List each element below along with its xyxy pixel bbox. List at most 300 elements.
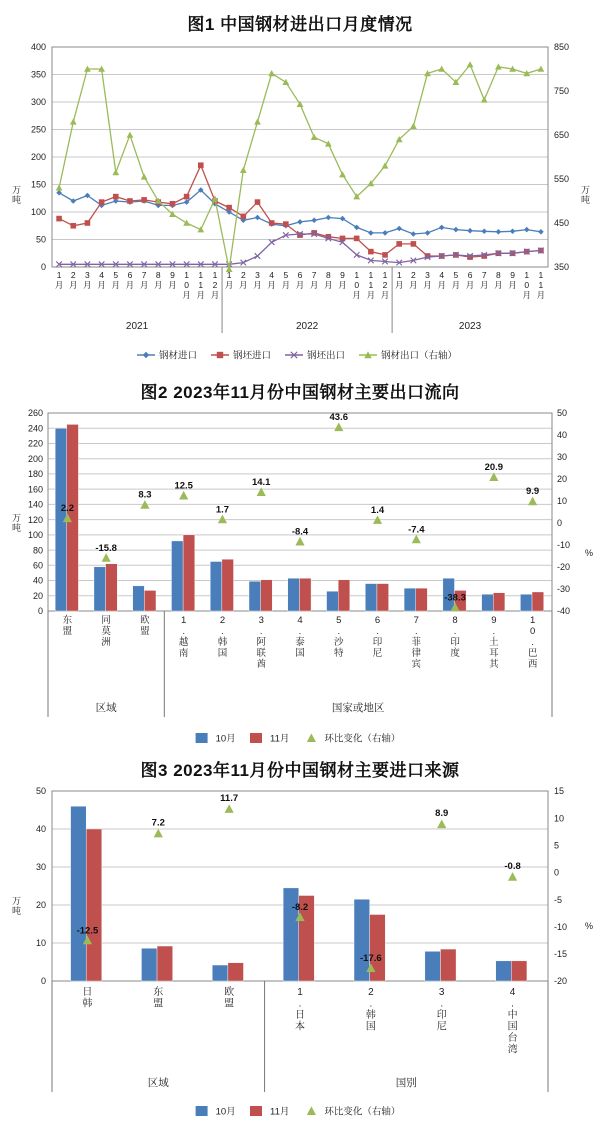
data-marker bbox=[240, 167, 247, 173]
data-marker bbox=[382, 162, 389, 168]
change-label: -0.8 bbox=[504, 860, 521, 872]
chart-3-ylabel-right: % bbox=[584, 921, 594, 932]
data-marker bbox=[528, 497, 537, 506]
x-tick bbox=[338, 270, 347, 290]
data-marker bbox=[437, 820, 446, 829]
svg-text:洲: 洲 bbox=[101, 637, 111, 648]
data-marker bbox=[85, 220, 91, 226]
x-tick bbox=[154, 270, 163, 290]
svg-text:6: 6 bbox=[297, 270, 303, 280]
data-marker bbox=[198, 162, 204, 168]
x-category bbox=[528, 615, 538, 670]
legend-label: 11月 bbox=[270, 1106, 290, 1118]
chart-3-ylabel: 万吨 bbox=[11, 896, 21, 916]
x-category bbox=[218, 615, 228, 659]
svg-text:月: 月 bbox=[196, 290, 206, 300]
svg-text:月: 月 bbox=[423, 280, 432, 290]
x-category bbox=[63, 614, 73, 637]
svg-text:5: 5 bbox=[113, 270, 119, 280]
y-tick-left: 400 bbox=[30, 42, 46, 53]
x-tick bbox=[168, 270, 177, 290]
svg-text:2: 2 bbox=[411, 270, 416, 280]
data-marker bbox=[467, 228, 473, 234]
svg-text:1: 1 bbox=[524, 270, 530, 280]
change-label: 1.7 bbox=[215, 504, 230, 516]
bar bbox=[493, 593, 505, 611]
svg-text:2: 2 bbox=[368, 987, 374, 998]
chart-legend bbox=[196, 1105, 401, 1117]
group-band-label: 国家或地区 bbox=[331, 702, 385, 714]
data-marker bbox=[170, 201, 176, 207]
legend-item bbox=[285, 349, 345, 361]
svg-text:月: 月 bbox=[522, 290, 532, 300]
svg-text:阿: 阿 bbox=[256, 637, 266, 648]
y-tick-right: 15 bbox=[554, 786, 565, 797]
data-marker bbox=[225, 804, 234, 813]
change-label: 8.3 bbox=[138, 489, 152, 501]
x-category bbox=[179, 615, 189, 659]
y-tick-left: 40 bbox=[32, 575, 43, 586]
data-marker bbox=[282, 79, 289, 85]
bar bbox=[106, 564, 118, 611]
data-marker bbox=[56, 190, 62, 196]
y-tick-left: 80 bbox=[32, 545, 43, 556]
svg-text:月: 月 bbox=[409, 280, 418, 290]
svg-text:1: 1 bbox=[181, 615, 187, 626]
x-category bbox=[295, 987, 305, 1033]
chart-3-canvas bbox=[0, 781, 600, 1121]
bar bbox=[210, 562, 222, 612]
y-tick-left: 200 bbox=[30, 152, 46, 163]
x-category bbox=[489, 615, 499, 670]
svg-text:3: 3 bbox=[438, 987, 445, 998]
svg-text:8: 8 bbox=[325, 270, 331, 280]
svg-text:月: 月 bbox=[380, 290, 390, 300]
svg-text:东: 东 bbox=[153, 987, 164, 998]
x-tick bbox=[140, 270, 149, 290]
y-tick-left: 30 bbox=[35, 862, 46, 873]
legend-label: 钢坯进口 bbox=[233, 350, 272, 362]
bar bbox=[212, 965, 228, 981]
svg-text:中: 中 bbox=[507, 1010, 518, 1021]
svg-text:.: . bbox=[221, 626, 224, 637]
svg-text:月: 月 bbox=[309, 280, 319, 290]
svg-text:4: 4 bbox=[439, 270, 445, 280]
x-tick bbox=[381, 270, 390, 300]
legend-label: 11月 bbox=[270, 733, 290, 745]
chart-block-1 bbox=[0, 0, 600, 370]
data-marker bbox=[508, 872, 517, 881]
x-category bbox=[224, 985, 234, 1010]
svg-text:2: 2 bbox=[70, 270, 76, 280]
x-tick bbox=[126, 270, 135, 290]
legend-item bbox=[196, 1106, 236, 1117]
svg-text:沙: 沙 bbox=[334, 637, 344, 648]
data-marker bbox=[197, 226, 204, 232]
data-marker bbox=[311, 134, 318, 140]
data-marker bbox=[269, 220, 275, 226]
legend-label: 钢坯出口 bbox=[307, 350, 346, 362]
svg-text:9: 9 bbox=[510, 270, 515, 280]
svg-text:月: 月 bbox=[508, 280, 517, 290]
bar bbox=[222, 559, 234, 611]
data-marker bbox=[510, 228, 516, 234]
svg-text:湾: 湾 bbox=[507, 1044, 518, 1056]
data-marker bbox=[183, 220, 190, 226]
data-marker bbox=[496, 229, 502, 235]
data-marker bbox=[368, 230, 374, 236]
svg-text:月: 月 bbox=[97, 280, 106, 290]
svg-text:月: 月 bbox=[536, 290, 546, 300]
legend-item bbox=[137, 349, 197, 361]
y-tick-left: 240 bbox=[27, 423, 43, 434]
svg-text:3: 3 bbox=[258, 615, 264, 626]
y-tick-left: 10 bbox=[35, 938, 46, 949]
svg-text:酋: 酋 bbox=[256, 659, 266, 670]
svg-text:9: 9 bbox=[170, 270, 175, 280]
svg-text:.: . bbox=[511, 998, 514, 1010]
change-label: 9.9 bbox=[526, 486, 540, 498]
legend-item bbox=[196, 733, 236, 744]
x-tick bbox=[112, 270, 121, 290]
data-marker bbox=[179, 491, 188, 500]
data-marker bbox=[410, 123, 417, 129]
change-label: 43.6 bbox=[329, 412, 349, 424]
svg-text:0: 0 bbox=[354, 280, 360, 290]
svg-text:.: . bbox=[369, 998, 373, 1010]
chart-1-ylabel: 万吨 bbox=[11, 185, 21, 205]
change-label: -12.5 bbox=[76, 925, 99, 937]
x-tick bbox=[522, 270, 531, 300]
svg-text:7: 7 bbox=[481, 270, 487, 280]
y-tick-right: 50 bbox=[557, 408, 568, 419]
y-tick-right: -15 bbox=[554, 949, 568, 960]
bar bbox=[520, 594, 532, 611]
data-marker bbox=[439, 225, 445, 231]
svg-text:月: 月 bbox=[324, 280, 333, 290]
y-tick-left: 100 bbox=[30, 207, 46, 218]
bar bbox=[365, 584, 377, 611]
svg-text:盟: 盟 bbox=[62, 626, 73, 637]
svg-text:同: 同 bbox=[101, 615, 111, 626]
chart-2-title: 图2 2023年11月份中国钢材主要出口流向 bbox=[140, 383, 460, 402]
chart-2-canvas bbox=[0, 403, 600, 748]
y-tick-right: -10 bbox=[554, 921, 568, 932]
group-band-label: 国别 bbox=[395, 1077, 417, 1089]
x-tick bbox=[494, 270, 503, 290]
x-tick bbox=[352, 270, 361, 300]
svg-text:8: 8 bbox=[496, 270, 501, 280]
data-marker bbox=[295, 537, 304, 546]
legend-label: 环比变化（右轴） bbox=[324, 733, 401, 745]
svg-text:菲: 菲 bbox=[411, 637, 422, 648]
svg-text:1: 1 bbox=[226, 270, 232, 280]
y-tick-right: -40 bbox=[557, 606, 571, 617]
data-marker bbox=[481, 228, 487, 234]
x-category bbox=[256, 615, 266, 670]
x-tick bbox=[296, 270, 305, 290]
x-tick bbox=[423, 270, 432, 290]
bar bbox=[171, 541, 183, 611]
data-marker bbox=[70, 118, 77, 124]
y-tick-left: 260 bbox=[27, 408, 43, 419]
data-marker bbox=[241, 214, 247, 220]
bar bbox=[496, 961, 512, 981]
x-tick bbox=[225, 270, 234, 290]
year-label: 2023 bbox=[458, 321, 482, 332]
svg-text:月: 月 bbox=[210, 290, 220, 300]
legend-item bbox=[307, 1105, 401, 1117]
svg-text:月: 月 bbox=[281, 280, 291, 290]
svg-text:4: 4 bbox=[99, 270, 104, 280]
x-tick bbox=[267, 270, 276, 290]
x-category bbox=[508, 987, 518, 1056]
x-category bbox=[140, 614, 150, 637]
y-tick-left: 50 bbox=[35, 234, 46, 245]
svg-text:欧: 欧 bbox=[140, 615, 150, 626]
svg-text:韩: 韩 bbox=[82, 998, 93, 1010]
change-label: 14.1 bbox=[251, 476, 271, 488]
y-tick-right: -20 bbox=[554, 976, 568, 987]
bar bbox=[511, 961, 527, 981]
svg-text:5: 5 bbox=[336, 615, 342, 626]
data-marker bbox=[538, 66, 545, 72]
svg-text:4: 4 bbox=[509, 987, 516, 998]
y-tick-left: 0 bbox=[40, 262, 46, 273]
data-marker bbox=[218, 515, 227, 524]
svg-text:1: 1 bbox=[538, 270, 544, 280]
svg-text:月: 月 bbox=[479, 280, 489, 290]
x-tick bbox=[83, 270, 92, 290]
svg-text:其: 其 bbox=[489, 659, 499, 670]
bar bbox=[144, 590, 156, 611]
x-tick bbox=[395, 270, 404, 290]
svg-text:国: 国 bbox=[295, 648, 305, 659]
svg-text:月: 月 bbox=[83, 280, 92, 290]
bar bbox=[228, 963, 244, 981]
svg-text:7: 7 bbox=[141, 270, 147, 280]
svg-text:.: . bbox=[453, 626, 457, 637]
legend-item bbox=[211, 349, 271, 361]
legend-label: 10月 bbox=[215, 733, 236, 745]
x-tick bbox=[69, 270, 78, 290]
year-label: 2022 bbox=[295, 321, 319, 332]
group-band-label: 区域 bbox=[95, 702, 117, 714]
svg-text:耳: 耳 bbox=[489, 648, 499, 659]
bar-series-1 bbox=[67, 424, 544, 611]
data-marker bbox=[283, 221, 289, 227]
x-category bbox=[437, 987, 447, 1033]
y-tick-left: 50 bbox=[35, 786, 46, 797]
change-label: -8.2 bbox=[291, 901, 309, 913]
y-tick-right: 10 bbox=[557, 496, 568, 507]
chart-1-ylabel-right: 万吨 bbox=[580, 185, 590, 205]
y-tick-left: 160 bbox=[27, 484, 43, 495]
svg-text:5: 5 bbox=[453, 270, 459, 280]
chart-block-2 bbox=[0, 370, 600, 750]
year-label: 2021 bbox=[125, 321, 149, 332]
bar bbox=[404, 588, 416, 611]
svg-text:.: . bbox=[182, 626, 186, 637]
svg-text:1: 1 bbox=[198, 280, 204, 290]
y-tick-left: 180 bbox=[27, 469, 43, 480]
svg-text:3: 3 bbox=[255, 270, 260, 280]
svg-text:1: 1 bbox=[529, 615, 536, 626]
svg-text:月: 月 bbox=[168, 280, 177, 290]
svg-text:月: 月 bbox=[154, 280, 163, 290]
svg-text:盟: 盟 bbox=[153, 998, 164, 1010]
chart-2-ylabel-right: % bbox=[584, 548, 594, 559]
svg-text:国: 国 bbox=[365, 1021, 376, 1033]
y-tick-right: -20 bbox=[557, 562, 571, 573]
svg-text:.: . bbox=[440, 998, 444, 1010]
svg-text:印: 印 bbox=[372, 637, 383, 648]
data-marker bbox=[255, 199, 261, 205]
y-tick-right: 850 bbox=[554, 42, 570, 53]
data-marker bbox=[396, 241, 402, 247]
data-marker bbox=[382, 230, 388, 236]
svg-text:印: 印 bbox=[436, 1010, 447, 1021]
bar bbox=[249, 581, 261, 611]
bar bbox=[141, 948, 157, 981]
svg-text:2: 2 bbox=[219, 615, 226, 626]
legend-item bbox=[250, 733, 289, 744]
data-marker bbox=[326, 215, 332, 221]
data-marker bbox=[307, 733, 316, 742]
svg-text:月: 月 bbox=[437, 280, 446, 290]
svg-text:1: 1 bbox=[184, 270, 189, 280]
x-tick bbox=[437, 270, 446, 290]
svg-text:2: 2 bbox=[382, 280, 388, 290]
data-marker bbox=[467, 61, 474, 67]
bar bbox=[288, 578, 300, 611]
change-label: 7.2 bbox=[151, 817, 165, 829]
svg-text:月: 月 bbox=[139, 280, 149, 290]
chart-legend bbox=[137, 349, 457, 361]
svg-text:月: 月 bbox=[224, 280, 234, 290]
chart-1-canvas bbox=[0, 35, 600, 365]
bar bbox=[377, 584, 389, 611]
svg-text:9: 9 bbox=[491, 615, 497, 626]
y-tick-right: -5 bbox=[554, 894, 563, 905]
x-tick bbox=[537, 270, 546, 300]
bar bbox=[338, 580, 350, 611]
data-marker bbox=[354, 252, 360, 258]
data-marker bbox=[141, 197, 147, 203]
y-tick-left: 250 bbox=[30, 124, 46, 135]
svg-text:1: 1 bbox=[538, 280, 544, 290]
data-marker bbox=[113, 194, 119, 200]
data-marker bbox=[268, 70, 275, 76]
y-tick-left: 100 bbox=[27, 530, 43, 541]
svg-text:印: 印 bbox=[450, 637, 460, 648]
data-marker bbox=[254, 118, 261, 124]
change-label: 11.7 bbox=[220, 792, 239, 804]
svg-text:土: 土 bbox=[489, 637, 499, 648]
data-marker bbox=[334, 422, 343, 431]
svg-text:.: . bbox=[337, 626, 341, 637]
svg-text:4: 4 bbox=[269, 270, 275, 280]
y-tick-left: 20 bbox=[32, 590, 43, 601]
data-marker bbox=[467, 254, 473, 260]
chart-legend bbox=[196, 732, 401, 744]
x-category bbox=[334, 615, 344, 659]
svg-text:6: 6 bbox=[374, 615, 381, 626]
series-1 bbox=[56, 162, 543, 259]
y-tick-right: 550 bbox=[554, 174, 570, 185]
data-marker bbox=[141, 173, 148, 179]
svg-text:日: 日 bbox=[82, 987, 93, 998]
y-tick-right: 30 bbox=[557, 452, 568, 463]
svg-text:特: 特 bbox=[334, 648, 344, 659]
data-marker bbox=[56, 216, 62, 222]
svg-text:1: 1 bbox=[368, 280, 374, 290]
svg-text:.: . bbox=[414, 626, 418, 637]
data-marker bbox=[307, 1106, 316, 1115]
svg-text:南: 南 bbox=[178, 648, 189, 659]
svg-text:国: 国 bbox=[217, 648, 228, 659]
svg-text:月: 月 bbox=[394, 280, 404, 290]
svg-text:9: 9 bbox=[340, 270, 345, 280]
svg-text:1: 1 bbox=[297, 987, 303, 998]
bar bbox=[94, 567, 106, 611]
data-marker bbox=[112, 169, 119, 175]
chart-1-plot bbox=[0, 35, 600, 365]
chart-2-plot bbox=[0, 403, 600, 748]
data-marker bbox=[339, 171, 346, 177]
y-tick-left: 60 bbox=[32, 560, 43, 571]
bar bbox=[261, 580, 273, 611]
y-tick-right: 650 bbox=[554, 130, 570, 141]
x-category bbox=[366, 987, 376, 1033]
svg-text:月: 月 bbox=[352, 290, 361, 300]
bar bbox=[416, 588, 428, 611]
svg-text:.: . bbox=[298, 998, 302, 1010]
legend-item bbox=[359, 349, 457, 361]
data-marker bbox=[154, 829, 163, 838]
x-tick bbox=[182, 270, 191, 300]
data-marker bbox=[396, 226, 402, 232]
x-tick bbox=[452, 270, 461, 290]
svg-text:月: 月 bbox=[465, 280, 475, 290]
svg-text:5: 5 bbox=[283, 270, 289, 280]
svg-text:1: 1 bbox=[198, 270, 204, 280]
x-tick bbox=[409, 270, 418, 290]
data-marker bbox=[411, 241, 417, 247]
svg-text:0: 0 bbox=[184, 280, 189, 290]
svg-text:本: 本 bbox=[295, 1021, 305, 1033]
change-label: 12.5 bbox=[174, 480, 193, 492]
y-tick-right: -30 bbox=[557, 584, 571, 595]
legend-label: 10月 bbox=[215, 1106, 236, 1118]
chart-block-3 bbox=[0, 750, 600, 1120]
svg-text:月: 月 bbox=[253, 280, 262, 290]
change-label: -8.4 bbox=[291, 526, 309, 538]
svg-text:月: 月 bbox=[68, 280, 78, 290]
data-marker bbox=[297, 232, 303, 238]
data-marker bbox=[56, 184, 63, 190]
x-category bbox=[295, 615, 305, 659]
data-marker bbox=[538, 229, 544, 235]
svg-text:宾: 宾 bbox=[411, 659, 422, 670]
x-tick bbox=[239, 270, 248, 290]
y-tick-right: 750 bbox=[554, 86, 570, 97]
x-category bbox=[412, 615, 422, 670]
legend-label: 钢材出口（右轴） bbox=[381, 350, 458, 362]
data-marker bbox=[255, 253, 261, 259]
change-label: -17.6 bbox=[360, 952, 382, 964]
legend-label: 钢材进口 bbox=[159, 350, 198, 362]
